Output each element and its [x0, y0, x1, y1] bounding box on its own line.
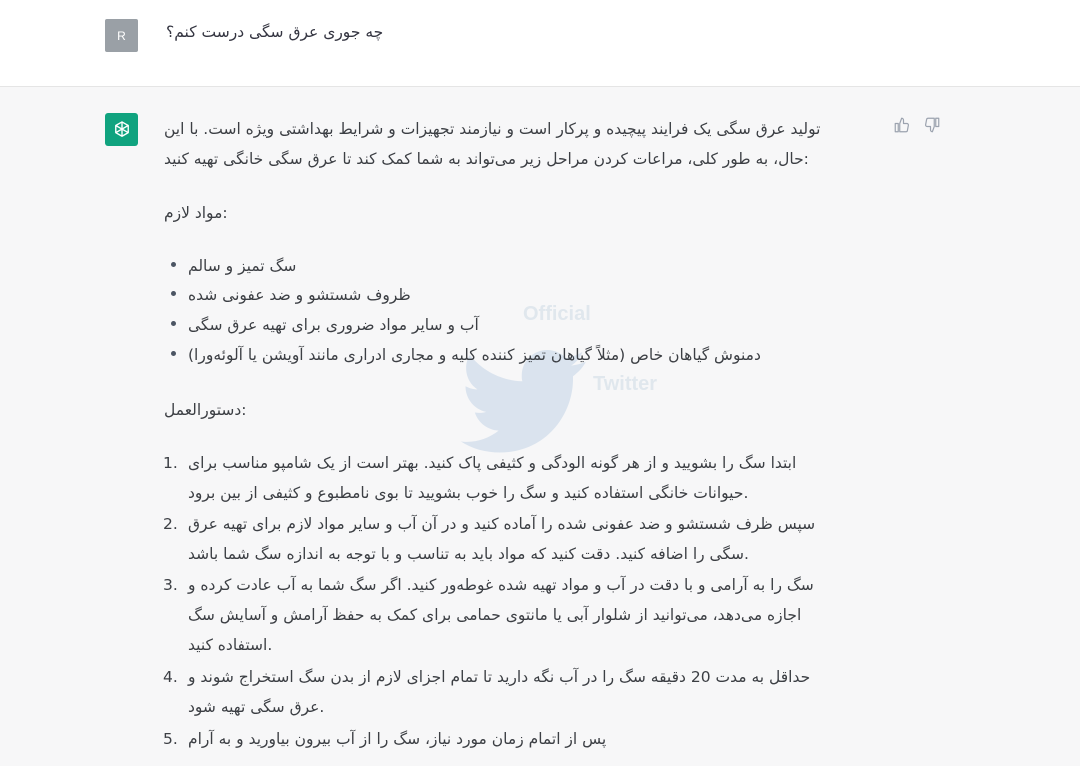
openai-logo-icon: [111, 119, 133, 141]
step-3-line-3: استفاده کنید.: [188, 636, 273, 654]
watermark-text-official: Official: [523, 303, 591, 325]
thumbs-down-icon[interactable]: [923, 116, 941, 134]
bullet-dot: [171, 321, 176, 326]
instructions-heading: دستورالعمل:: [164, 401, 247, 419]
step-number: 5.: [163, 730, 178, 748]
material-item-4: دمنوش گیاهان خاص (مثلاً گیاهان تمیز کننده کلیه و مجاری ادراری مانند آویشن یا آلوئه‌ورا): [188, 346, 761, 364]
step-4-line-2: عرق سگی تهیه شود.: [188, 698, 325, 716]
thumbs-up-icon[interactable]: [893, 116, 911, 134]
user-message-row: [0, 0, 1080, 87]
step-2-line-1: سپس ظرف شستشو و ضد عفونی شده را آماده کنید و در آن آب و سایر مواد لازم برای تهیه عرق: [188, 515, 816, 533]
bullet-dot: [171, 351, 176, 356]
material-item-3: آب و سایر مواد ضروری برای تهیه عرق سگی: [188, 316, 479, 334]
assistant-intro-line-1: تولید عرق سگی یک فرایند پیچیده و پرکار است و نیازمند تجهیزات و شرایط بهداشتی ویژه است. با این: [164, 120, 821, 138]
user-avatar: R: [105, 19, 138, 52]
step-1-line-2: حیوانات خانگی استفاده کنید و سگ را خوب بشویید تا بوی نامطبوع و کثیفی از بین برود.: [188, 484, 749, 502]
assistant-avatar: [105, 113, 138, 146]
step-4-line-1: حداقل به مدت 20 دقیقه سگ را در آب نگه دارید تا تمام اجزای لازم از بدن سگ استخراج شوند و: [188, 668, 811, 686]
user-message-text: چه جوری عرق سگی درست کنم؟: [166, 23, 384, 41]
materials-heading: مواد لازم:: [164, 204, 228, 222]
step-1-line-1: ابتدا سگ را بشویید و از هر گونه الودگی و کثیفی پاک کنید. بهتر است از یک شامپو مناسب برای: [188, 454, 797, 472]
material-item-2: ظروف شستشو و ضد عفونی شده: [188, 286, 411, 304]
step-3-line-2: اجازه می‌دهد، می‌توانید از شلوار آبی یا مانتوی حمامی برای کمک به حفظ آرامش و آسایش سگ: [188, 606, 802, 624]
step-number: 3.: [163, 576, 178, 594]
bullet-dot: [171, 262, 176, 267]
step-number: 1.: [163, 454, 178, 472]
watermark-text-twitter: Twitter: [593, 373, 658, 395]
step-5-line-1: پس از اتمام زمان مورد نیاز، سگ را از آب بیرون بیاورید و به آرام: [188, 730, 607, 748]
bullet-dot: [171, 291, 176, 296]
step-3-line-1: سگ را به آرامی و با دقت در آب و مواد تهیه شده غوطه‌ور کنید. اگر سگ شما به آب عادت کرده و: [188, 576, 814, 594]
step-2-line-2: سگی را اضافه کنید. دقت کنید که مواد باید به تناسب و با توجه به اندازه سگ شما باشد.: [188, 545, 749, 563]
step-number: 4.: [163, 668, 178, 686]
step-number: 2.: [163, 515, 178, 533]
material-item-1: سگ تمیز و سالم: [188, 257, 297, 275]
assistant-intro-line-2: حال، به طور کلی، مراعات کردن مراحل زیر می‌تواند به شما کمک کند تا عرق سگی خانگی تهیه کنید:: [164, 150, 809, 168]
